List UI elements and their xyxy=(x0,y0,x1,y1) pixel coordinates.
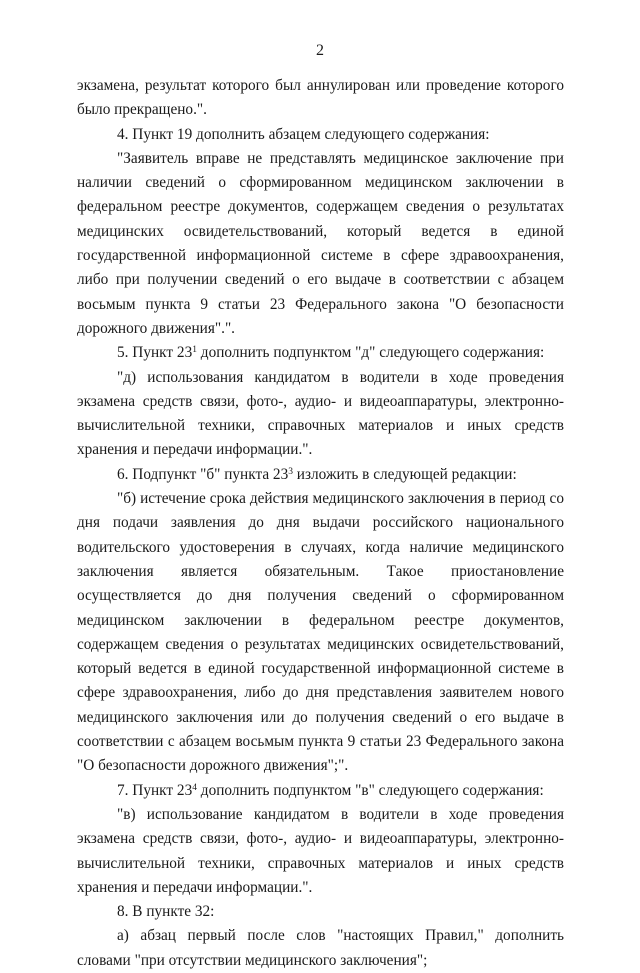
paragraph-item-4: 4. Пункт 19 дополнить абзацем следующего содержания: xyxy=(117,125,490,143)
item-7-text-after: дополнить подпунктом "в" следующего содержания: xyxy=(196,781,544,799)
paragraph-quote-item-4: "Заявитель вправе не представлять медицинское заключение при наличии сведений о сформированном медицинском заключении в федеральном реестре документов, содержащем сведения о результатах медицинских освидетельствований, который ведется в единой государственной информационной системе в сфере здравоохранения, либо при получении сведений о его выдаче в соответствии с абзацем восьмым пункта 9 статьи 23 Федерального закона "О безопасности дорожного движения".". xyxy=(77,149,564,337)
paragraph-item-8: 8. В пункте 32: xyxy=(117,903,215,921)
item-7-text-before: 7. Пункт 23 xyxy=(117,781,193,799)
item-6-text-after: изложить в следующей редакции: xyxy=(292,465,517,483)
item-7-superscript: 4 xyxy=(192,782,197,793)
paragraph-item-6 xyxy=(77,463,564,487)
item-6-text-before: 6. Подпункт "б" пункта 23 xyxy=(117,465,289,483)
paragraph-quote-item-5: "д) использования кандидатом в водители в ходе проведения экзамена средств связи, фото-, аудио- и видеоаппаратуры, электронно-вычислительной техники, справочных материалов и иных средств хранения и передачи информации.". xyxy=(77,368,564,459)
paragraph-item-8-a: а) абзац первый после слов "настоящих Правил," дополнить словами "при отсутствии медицинского заключения"; xyxy=(77,927,564,969)
paragraph-quote-item-6: "б) истечение срока действия медицинского заключения в период со дня подачи заявления до дня выдачи российского национального водительского удостоверения в случаях, когда наличие медицинского заключения является обязательным. Такое приостановление осуществляется до дня получения сведений о сформированном медицинском заключении в федеральном реестре документов, содержащем сведения о результатах медицинских освидетельствований, который ведется в единой государственной информационной системе в сфере здравоохранения, либо до дня представления заявителем нового медицинского заключения или до получения сведений о его выдаче в соответствии с абзацем восьмым пункта 9 статьи 23 Федерального закона "О безопасности дорожного движения";". xyxy=(77,490,564,775)
paragraph-item-7 xyxy=(77,779,564,803)
page-number: 2 xyxy=(316,42,324,59)
item-5-text-before: 5. Пункт 23 xyxy=(117,344,193,362)
item-6-superscript: 3 xyxy=(288,466,293,477)
paragraph-item-5 xyxy=(77,341,564,365)
paragraph-quote-item-7: "в) использование кандидатом в водители в ходе проведения экзамена средств связи, фото-, аудио- и видеоаппаратуры, электронно-вычислительной техники, справочных материалов и иных средств хранения и передачи информации.". xyxy=(77,805,564,896)
paragraph-continuation: экзамена, результат которого был аннулирован или проведение которого было прекращено.". xyxy=(77,77,564,119)
item-5-text-after: дополнить подпунктом "д" следующего содержания: xyxy=(196,344,545,362)
item-5-superscript: 1 xyxy=(192,345,197,356)
document-body xyxy=(77,74,564,973)
